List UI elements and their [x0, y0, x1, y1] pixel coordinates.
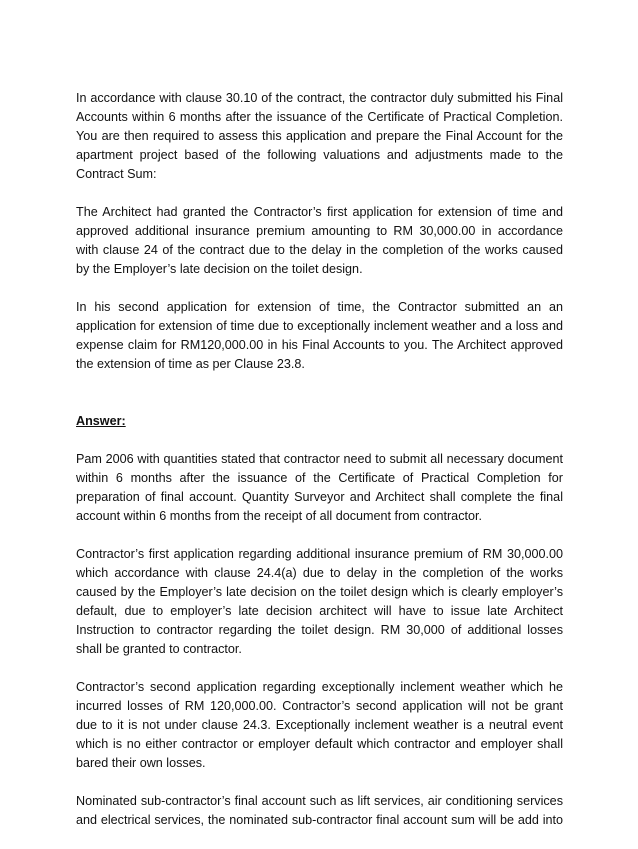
answer-heading: Answer: [76, 414, 126, 428]
answer-paragraph-3: Contractor’s second application regarding exceptionally inclement weather which he incurred losses of RM 120,000.00. Contractor’s second application will not be grant due to it is not under clause 24.3. Exceptionally inclement weather is a neutral event which is no either contractor or employer default which contractor and employer shall bared their own losses. [76, 680, 563, 770]
answer-paragraph-4: Nominated sub-contractor’s final account such as lift services, air conditioning services and electrical services, the nominated sub-contractor final account sum will be add into [76, 794, 563, 827]
question-paragraph-3: In his second application for extension of time, the Contractor submitted an an application for extension of time due to exceptionally inclement weather and a loss and expense claim for RM120,000.00 in his Final Accounts to you. The Architect approved the extension of time as per Clause 23.8. [76, 300, 563, 371]
answer-paragraph-2: Contractor’s first application regarding additional insurance premium of RM 30,000.00 which accordance with clause 24.4(a) due to delay in the completion of the works caused by the Employer’s late decision on the toilet design which is clearly employer’s default, due to employer’s late decision architect will have to issue late Architect Instruction to contractor regarding the toilet design. RM 30,000 of additional losses shall be granted to contractor. [76, 547, 563, 656]
question-paragraph-2: The Architect had granted the Contractor’s first application for extension of time and approved additional insurance premium amounting to RM 30,000.00 in accordance with clause 24 of the contract due to the delay in the completion of the works caused by the Employer’s late decision on the toilet design. [76, 205, 563, 276]
answer-paragraph-1: Pam 2006 with quantities stated that contractor need to submit all necessary document within 6 months after the issuance of the Certificate of Practical Completion for preparation of final account. Quantity Surveyor and Architect shall complete the final account within 6 months from the receipt of all document from contractor. [76, 452, 563, 523]
section-spacer [76, 393, 563, 412]
question-paragraph-1: In accordance with clause 30.10 of the contract, the contractor duly submitted his Final Accounts within 6 months after the issuance of the Certificate of Practical Completion. You are then required to assess this application and prepare the Final Account for the apartment project based of the following valuations and adjustments made to the Contract Sum: [76, 91, 563, 181]
document-page [76, 89, 563, 849]
